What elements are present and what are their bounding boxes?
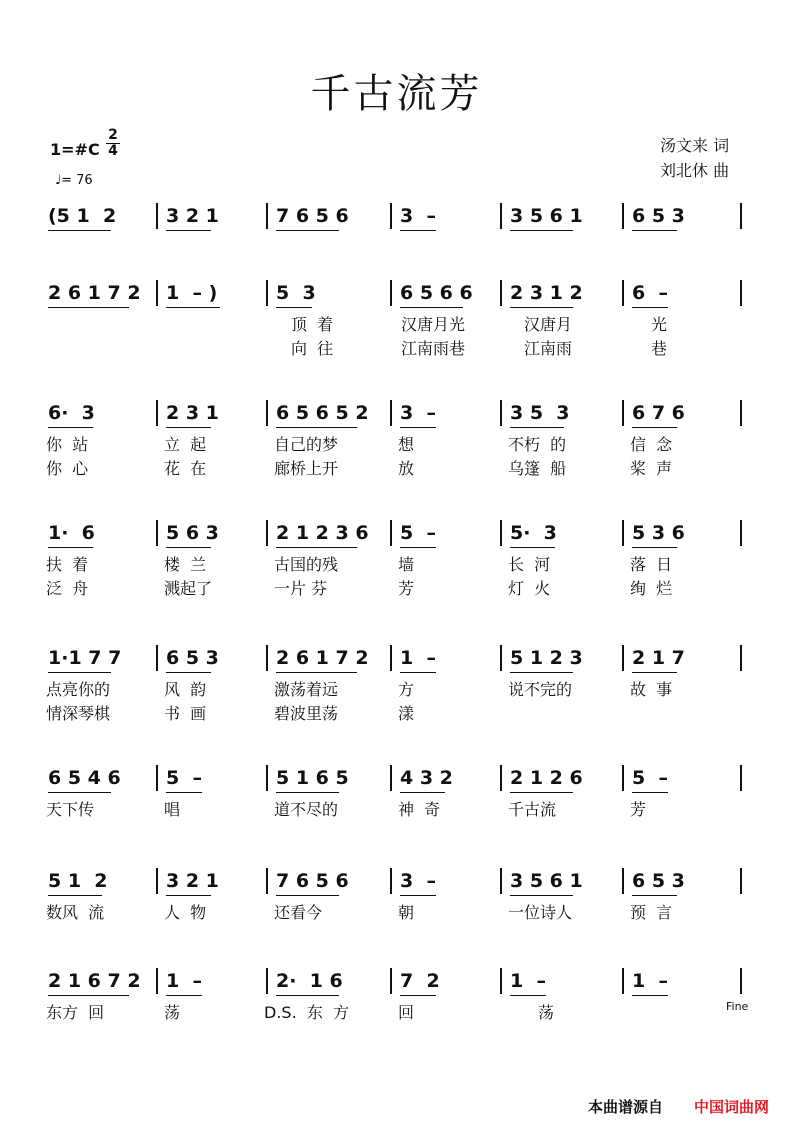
barline: [156, 868, 158, 894]
measure-notes: 3 –: [400, 870, 436, 892]
lyric-text: 漾: [398, 704, 415, 723]
score-row-6: [46, 765, 750, 855]
lyric-text: 放: [398, 459, 415, 478]
lyric-text: 扶 着: [46, 555, 89, 574]
lyric-text: 预 言: [630, 903, 673, 922]
beam-underline: [276, 547, 357, 548]
lyric-text: 绚 烂: [630, 579, 673, 598]
beam-underline: [510, 895, 573, 896]
barline: [622, 280, 624, 306]
measure-notes: 2 1 2 6: [510, 767, 583, 789]
measure-notes: 4 3 2: [400, 767, 453, 789]
measure-notes: 1 –: [400, 647, 436, 669]
barline: [740, 868, 742, 894]
barline: [740, 968, 742, 994]
barline: [622, 645, 624, 671]
measure-notes: (5 1 2: [48, 205, 117, 227]
measure-notes: 2 3 1: [166, 402, 219, 424]
lyric-text: 一位诗人: [508, 903, 573, 922]
barline: [390, 968, 392, 994]
barline: [740, 400, 742, 426]
lyric-text: 风 韵: [164, 680, 207, 699]
beam-underline: [276, 895, 339, 896]
barline: [156, 400, 158, 426]
measure-notes: 3 5 6 1: [510, 870, 583, 892]
measure-notes: 1 –: [510, 970, 546, 992]
measure-notes: 5· 3: [510, 522, 557, 544]
beam-underline: [276, 230, 339, 231]
measure-notes: 2 3 1 2: [510, 282, 583, 304]
measure-notes: 3 2 1: [166, 870, 219, 892]
time-signature-top: 2: [108, 127, 118, 143]
lyric-text: 东方 回: [46, 1003, 105, 1022]
lyric-text: 情深琴棋: [46, 704, 111, 723]
barline: [740, 203, 742, 229]
barline: [622, 520, 624, 546]
lyric-text: 顶 着: [291, 315, 334, 334]
lyric-text: 落 日: [630, 555, 673, 574]
measure-notes: 6 5 6 6: [400, 282, 473, 304]
lyric-text: 花 在: [164, 459, 207, 478]
lyric-text: 桨 声: [630, 459, 673, 478]
lyric-text: 回: [398, 1003, 415, 1022]
beam-underline: [166, 792, 202, 793]
beam-underline: [48, 792, 111, 793]
beam-underline: [276, 427, 357, 428]
barline: [500, 765, 502, 791]
barline: [622, 203, 624, 229]
beam-underline: [632, 230, 677, 231]
lyric-text: 向 往: [291, 339, 334, 358]
measure-notes: 7 6 5 6: [276, 870, 349, 892]
lyric-text: 乌篷 船: [508, 459, 567, 478]
measure-notes: 6· 3: [48, 402, 95, 424]
beam-underline: [166, 995, 202, 996]
lyric-text: 想: [398, 435, 415, 454]
measure-notes: 1·1 7 7: [48, 647, 122, 669]
measure-notes: 6 5 3: [632, 205, 685, 227]
beam-underline: [632, 895, 677, 896]
measure-notes: 5 3: [276, 282, 316, 304]
lyric-text: 泛 舟: [46, 579, 89, 598]
lyric-text: 唱: [164, 800, 181, 819]
footer-source-text: 本曲谱源自: [588, 1098, 664, 1116]
lyric-text: 巷: [651, 339, 668, 358]
lyric-text: 江南雨: [524, 339, 573, 358]
measure-notes: 2 1 2 3 6: [276, 522, 369, 544]
barline: [622, 765, 624, 791]
barline: [266, 645, 268, 671]
beam-underline: [632, 672, 677, 673]
beam-underline: [166, 547, 211, 548]
lyric-text: 芳: [398, 579, 415, 598]
beam-underline: [48, 547, 93, 548]
lyric-text: 朝: [398, 903, 415, 922]
beam-underline: [510, 307, 573, 308]
beam-underline: [400, 895, 436, 896]
beam-underline: [632, 792, 668, 793]
lyric-text: 故 事: [630, 680, 673, 699]
barline: [500, 968, 502, 994]
lyric-text: 你 心: [46, 459, 89, 478]
barline: [740, 765, 742, 791]
measure-notes: 5 6 3: [166, 522, 219, 544]
barline: [156, 203, 158, 229]
lyric-text: 古国的残: [274, 555, 339, 574]
barline: [156, 765, 158, 791]
barline: [740, 520, 742, 546]
time-signature: [106, 128, 120, 159]
lyric-text: 人 物: [164, 903, 207, 922]
measure-notes: 7 6 5 6: [276, 205, 349, 227]
measure-notes: 5 –: [166, 767, 202, 789]
barline: [500, 520, 502, 546]
tempo-marking: ♩= 76: [55, 173, 93, 188]
beam-underline: [400, 792, 445, 793]
measure-notes: 5 –: [400, 522, 436, 544]
lyric-text: 墙: [398, 555, 415, 574]
barline: [500, 868, 502, 894]
beam-underline: [510, 995, 546, 996]
lyricist-credit: 汤文来 词: [660, 136, 730, 155]
beam-underline: [632, 547, 677, 548]
beam-underline: [48, 427, 93, 428]
barline: [390, 520, 392, 546]
beam-underline: [48, 995, 129, 996]
beam-underline: [166, 307, 220, 308]
lyric-text: 你 站: [46, 435, 89, 454]
beam-underline: [276, 995, 339, 996]
lyric-text: 自己的梦: [274, 435, 339, 454]
measure-notes: 3 5 6 1: [510, 205, 583, 227]
lyric-text: 立 起: [164, 435, 207, 454]
beam-underline: [48, 230, 111, 231]
beam-underline: [400, 307, 463, 308]
beam-underline: [166, 427, 211, 428]
lyric-text: 荡: [164, 1003, 181, 1022]
beam-underline: [48, 307, 129, 308]
lyric-text: 书 画: [164, 704, 207, 723]
beam-underline: [510, 672, 573, 673]
barline: [622, 400, 624, 426]
lyric-text: 灯 火: [508, 579, 551, 598]
lyric-text: 江南雨巷: [401, 339, 466, 358]
composer-credit: 刘北休 曲: [660, 161, 730, 180]
beam-underline: [400, 230, 436, 231]
measure-notes: 6 5 6 5 2: [276, 402, 369, 424]
key-signature: 1=#C: [50, 140, 100, 159]
measure-notes: 6 –: [632, 282, 668, 304]
beam-underline: [166, 672, 211, 673]
barline: [390, 203, 392, 229]
barline: [156, 968, 158, 994]
lyric-text: 方: [398, 680, 415, 699]
beam-underline: [510, 792, 573, 793]
barline: [500, 203, 502, 229]
barline: [266, 520, 268, 546]
barline: [156, 645, 158, 671]
lyric-text: 不朽 的: [508, 435, 567, 454]
beam-underline: [632, 307, 668, 308]
lyric-text: 芳: [630, 800, 647, 819]
beam-underline: [48, 672, 111, 673]
beam-underline: [166, 895, 211, 896]
song-title: 千古流芳: [310, 71, 483, 117]
footer-site-link[interactable]: 中国词曲网: [694, 1098, 770, 1116]
lyric-text: 溅起了: [164, 579, 213, 598]
barline: [390, 400, 392, 426]
lyric-text: 神 奇: [398, 800, 441, 819]
lyric-text: 廊桥上开: [274, 459, 339, 478]
barline: [266, 280, 268, 306]
beam-underline: [276, 792, 339, 793]
lyric-text: 数风 流: [46, 903, 105, 922]
barline: [266, 203, 268, 229]
lyric-text: 汉唐月: [524, 315, 573, 334]
beam-underline: [400, 995, 436, 996]
beam-underline: [400, 547, 436, 548]
time-signature-bottom: 4: [108, 143, 118, 159]
lyric-text: Fine: [726, 1000, 749, 1013]
lyric-text: 光: [651, 315, 668, 334]
measure-notes: 2 6 1 7 2: [276, 647, 369, 669]
barline: [156, 520, 158, 546]
measure-notes: 5 –: [632, 767, 668, 789]
measure-notes: 2 1 6 7 2: [48, 970, 141, 992]
measure-notes: 1 – ): [166, 282, 218, 304]
lyric-text: 汉唐月光: [401, 315, 466, 334]
beam-underline: [166, 230, 211, 231]
score-row-7: [46, 868, 750, 958]
score-row-2: [46, 280, 750, 370]
barline: [500, 645, 502, 671]
lyric-text: 一片 芬: [274, 579, 328, 598]
measure-notes: 3 –: [400, 205, 436, 227]
lyric-text: 说不完的: [508, 680, 573, 699]
measure-notes: 7 2: [400, 970, 440, 992]
beam-underline: [276, 307, 312, 308]
lyric-text: 信 念: [630, 435, 673, 454]
measure-notes: 5 3 6: [632, 522, 685, 544]
measure-notes: 6 5 4 6: [48, 767, 121, 789]
barline: [266, 400, 268, 426]
lyric-text: 道不尽的: [274, 800, 339, 819]
beam-underline: [510, 427, 564, 428]
beam-underline: [510, 547, 555, 548]
measure-notes: 3 –: [400, 402, 436, 424]
lyric-text: 还看今: [274, 903, 323, 922]
measure-notes: 1 –: [632, 970, 668, 992]
barline: [622, 868, 624, 894]
lyric-text: 点亮你的: [46, 680, 111, 699]
measure-notes: 6 7 6: [632, 402, 685, 424]
barline: [266, 968, 268, 994]
measure-notes: 2· 1 6: [276, 970, 343, 992]
barline: [740, 280, 742, 306]
score-row-3: [46, 400, 750, 490]
beam-underline: [276, 672, 357, 673]
lyric-text: 碧波里荡: [274, 704, 339, 723]
measure-notes: 6 5 3: [166, 647, 219, 669]
measure-notes: 1 –: [166, 970, 202, 992]
score-row-4: [46, 520, 750, 610]
barline: [390, 645, 392, 671]
lyric-text: 长 河: [508, 555, 551, 574]
lyric-text: 激荡着远: [274, 680, 339, 699]
measure-notes: 3 5 3: [510, 402, 570, 424]
barline: [390, 868, 392, 894]
measure-notes: 5 1 2 3: [510, 647, 583, 669]
barline: [500, 280, 502, 306]
measure-notes: 1· 6: [48, 522, 95, 544]
measure-notes: 5 1 2: [48, 870, 108, 892]
beam-underline: [400, 427, 436, 428]
lyric-text: 天下传: [46, 800, 95, 819]
barline: [740, 645, 742, 671]
measure-notes: 3 2 1: [166, 205, 219, 227]
beam-underline: [632, 995, 668, 996]
barline: [390, 765, 392, 791]
beam-underline: [48, 895, 102, 896]
barline: [500, 400, 502, 426]
barline: [622, 968, 624, 994]
barline: [156, 280, 158, 306]
score-row-8: [46, 968, 750, 1058]
score-row-5: [46, 645, 750, 735]
measure-notes: 6 5 3: [632, 870, 685, 892]
lyric-text: 楼 兰: [164, 555, 207, 574]
beam-underline: [400, 672, 436, 673]
lyric-text: 荡: [538, 1003, 555, 1022]
barline: [266, 868, 268, 894]
barline: [390, 280, 392, 306]
beam-underline: [632, 427, 677, 428]
measure-notes: 2 6 1 7 2: [48, 282, 141, 304]
barline: [266, 765, 268, 791]
beam-underline: [510, 230, 573, 231]
measure-notes: 2 1 7: [632, 647, 685, 669]
lyric-text: 千古流: [508, 800, 557, 819]
lyric-text: D.S. 东 方: [264, 1003, 349, 1022]
measure-notes: 5 1 6 5: [276, 767, 349, 789]
